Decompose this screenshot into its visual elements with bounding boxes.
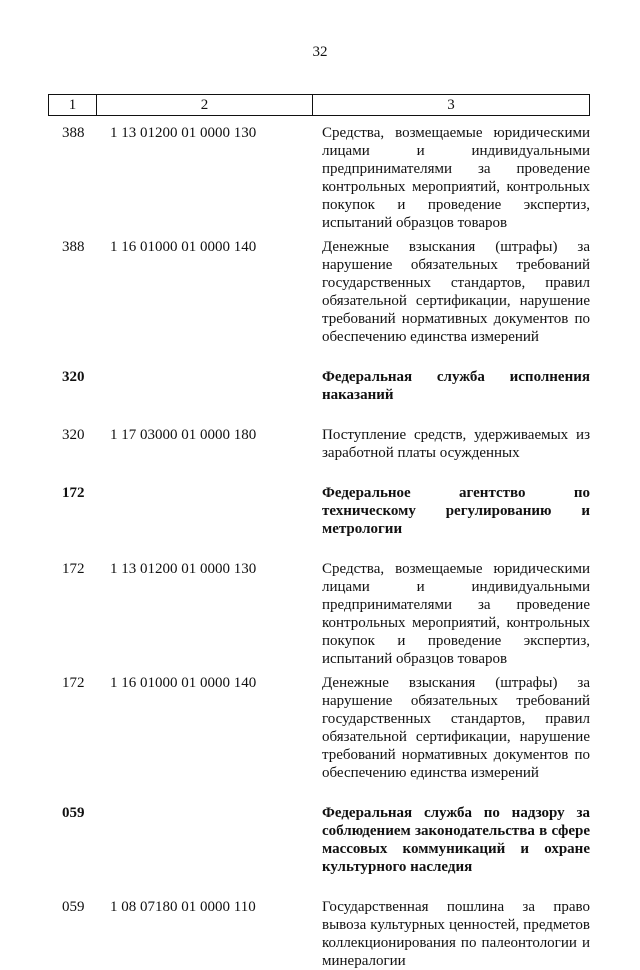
header-col-3: 3 <box>447 97 455 113</box>
table-row <box>48 674 590 782</box>
table-header <box>48 94 590 116</box>
table-row <box>48 426 590 462</box>
kbk-code: 1 13 01200 01 0000 130 <box>110 125 257 141</box>
table-row <box>48 238 590 346</box>
row-description: Средства, возмещаемые юридическими лицами и индивидуальными предпринимателями за проведение контрольных мероприятий, контрольных покупок и проведение экспертиз, испытаний образцов товаров <box>322 561 590 667</box>
header-col-2: 2 <box>97 95 313 115</box>
admin-code: 172 <box>62 485 85 501</box>
table-body <box>48 124 590 970</box>
admin-code: 172 <box>62 561 85 577</box>
row-description: Средства, возмещаемые юридическими лицами и индивидуальными предпринимателями за проведение контрольных мероприятий, контрольных покупок и проведение экспертиз, испытаний образцов товаров <box>322 125 590 231</box>
section-heading-row <box>48 484 590 538</box>
row-description: Денежные взыскания (штрафы) за нарушение обязательных требований государственных стандартов, правил обязательной сертификации, нарушение требований нормативных документов по обеспечению единства измерений <box>322 239 590 345</box>
admin-code: 388 <box>62 239 85 255</box>
page-number: 32 <box>312 44 328 60</box>
section-title: Федеральное агентство по техническому регулированию и метрологии <box>322 485 590 537</box>
admin-code: 320 <box>62 369 85 385</box>
kbk-code <box>96 484 312 538</box>
admin-code: 172 <box>62 675 85 691</box>
kbk-code: 1 16 01000 01 0000 140 <box>110 239 257 255</box>
row-description: Поступление средств, удерживаемых из заработной платы осужденных <box>322 427 590 461</box>
section-title: Федеральная служба исполнения наказаний <box>322 369 590 403</box>
admin-code: 059 <box>62 899 85 915</box>
kbk-code <box>96 368 312 404</box>
admin-code: 320 <box>62 427 85 443</box>
kbk-code: 1 08 07180 01 0000 110 <box>110 899 256 915</box>
row-description: Государственная пошлина за право вывоза культурных ценностей, предметов коллекционирования по палеонтологии и минералогии <box>322 899 590 969</box>
kbk-code: 1 16 01000 01 0000 140 <box>110 675 257 691</box>
table-row <box>48 560 590 668</box>
kbk-code <box>96 804 312 876</box>
kbk-code: 1 13 01200 01 0000 130 <box>110 561 257 577</box>
section-heading-row <box>48 368 590 404</box>
header-col-1: 1 <box>49 95 97 115</box>
table-row <box>48 124 590 232</box>
admin-code: 388 <box>62 125 85 141</box>
admin-code: 059 <box>62 805 85 821</box>
row-description: Денежные взыскания (штрафы) за нарушение обязательных требований государственных стандартов, правил обязательной сертификации, нарушение требований нормативных документов по обеспечению единства измерений <box>322 675 590 781</box>
kbk-code: 1 17 03000 01 0000 180 <box>110 427 257 443</box>
section-title: Федеральная служба по надзору за соблюдением законодательства в сфере массовых коммуникаций и охране культурного наследия <box>322 805 590 875</box>
section-heading-row <box>48 804 590 876</box>
table-row <box>48 898 590 970</box>
